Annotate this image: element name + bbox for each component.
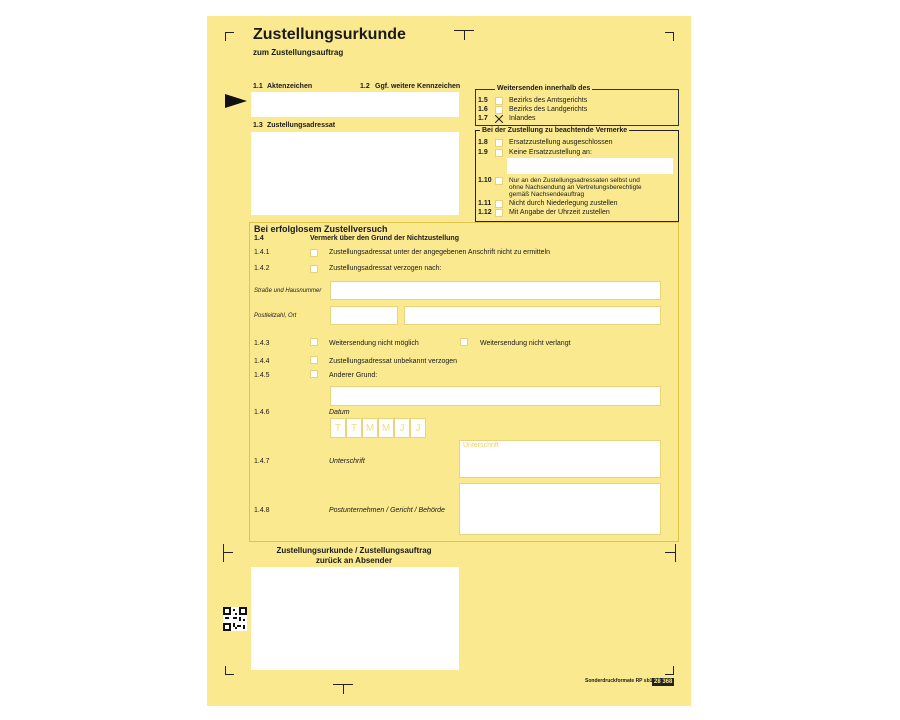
ersatzzustellung-field[interactable] (507, 158, 673, 174)
date-box-row (330, 418, 426, 438)
label-1-4-3-a: Weitersendung nicht möglich (329, 340, 419, 347)
label-strasse: Straße und Hausnummer (254, 288, 322, 294)
checkbox-1-10[interactable] (495, 177, 503, 185)
num-1-4-6: 1.4.6 (254, 409, 270, 416)
num-1-1: 1.1 (253, 83, 263, 90)
num-1-4: 1.4 (254, 235, 264, 242)
checkbox-1-11[interactable] (495, 200, 503, 208)
num-1-4-5: 1.4.5 (254, 372, 270, 379)
label-1-4-5: Anderer Grund: (329, 372, 378, 379)
form-sheet (207, 16, 691, 706)
crop-mark-mid-left-stem (223, 552, 233, 553)
num-1-9: 1.9 (478, 149, 488, 156)
label-1-5: Bezirks des Amtsgerichts (509, 97, 588, 104)
label-kennzeichen: Ggf. weitere Kennzeichen (375, 83, 461, 90)
checkbox-1-4-3-b[interactable] (460, 338, 468, 346)
label-postunternehmen: Postunternehmen / Gericht / Behörde (329, 507, 445, 514)
date-box-j1[interactable]: J (394, 418, 410, 438)
qr-code-icon (223, 607, 247, 631)
form-subtitle: zum Zustellungsauftrag (253, 48, 344, 57)
anderer-grund-field[interactable] (330, 386, 661, 406)
absender-address-field[interactable] (251, 567, 459, 670)
label-datum: Datum (329, 409, 350, 416)
num-1-3: 1.3 (253, 122, 263, 129)
date-box-t2[interactable]: T (346, 418, 362, 438)
footer-code: 28 368 (654, 679, 673, 685)
date-box-m1[interactable]: M (362, 418, 378, 438)
num-1-4-8: 1.4.8 (254, 507, 270, 514)
ort-field[interactable] (404, 306, 661, 325)
checkbox-1-4-4[interactable] (310, 356, 318, 364)
num-1-4-3: 1.4.3 (254, 340, 270, 347)
vermerke-title: Bei der Zustellung zu beachtende Vermerke (482, 127, 628, 134)
num-1-4-7: 1.4.7 (254, 458, 270, 465)
date-box-m2[interactable]: M (378, 418, 394, 438)
footer-publisher: Sonderdruckformate RP sb1 (585, 678, 653, 684)
num-1-2: 1.2 (360, 83, 370, 90)
checkbox-1-4-3-a[interactable] (310, 338, 318, 346)
num-1-6: 1.6 (478, 106, 488, 113)
strasse-field[interactable] (330, 281, 661, 300)
crop-mark-bottom-center-stem (343, 684, 344, 694)
checkbox-1-9[interactable] (495, 149, 503, 157)
crop-mark-mid-left (223, 544, 234, 562)
num-1-4-2: 1.4.2 (254, 265, 270, 272)
label-aktenzeichen: Aktenzeichen (267, 83, 313, 90)
checkbox-1-5[interactable] (495, 97, 503, 105)
label-1-9: Keine Ersatzzustellung an: (509, 149, 592, 156)
num-1-4-4: 1.4.4 (254, 358, 270, 365)
crop-mark-mid-right-stem (665, 552, 675, 553)
checked-cross-icon[interactable] (495, 115, 503, 123)
checkbox-1-4-1[interactable] (310, 249, 318, 257)
label-1-11: Nicht durch Niederlegung zustellen (509, 200, 618, 207)
checkbox-1-4-5[interactable] (310, 370, 318, 378)
label-1-10-c: gemäß Nachsendeauftrag (509, 191, 585, 198)
checkbox-1-6[interactable] (495, 106, 503, 114)
label-1-10-a: Nur an den Zustellungsadressaten selbst und (509, 177, 640, 184)
num-1-10: 1.10 (478, 177, 492, 184)
checkbox-1-12[interactable] (495, 209, 503, 217)
num-1-4-1: 1.4.1 (254, 249, 270, 256)
label-1-4-3-b: Weitersendung nicht verlangt (480, 340, 571, 347)
num-1-5: 1.5 (478, 97, 488, 104)
label-vermerk: Vermerk über den Grund der Nichtzustellung (310, 235, 459, 242)
num-1-7: 1.7 (478, 115, 488, 122)
label-1-6: Bezirks des Landgerichts (509, 106, 588, 113)
label-1-4-4: Zustellungsadressat unbekannt verzogen (329, 358, 458, 365)
postunternehmen-field[interactable] (459, 483, 661, 535)
form-title: Zustellungsurkunde (253, 26, 406, 43)
crop-mark-top-center-stem (464, 30, 465, 40)
pointer-arrow-icon (225, 94, 247, 108)
checkbox-1-8[interactable] (495, 139, 503, 147)
label-1-8: Ersatzzustellung ausgeschlossen (509, 139, 613, 146)
ruecksendung-line2: zurück an Absender (315, 556, 393, 565)
num-1-12: 1.12 (478, 209, 492, 216)
label-plz: Postleitzahl, Ort (254, 313, 297, 319)
checkbox-1-4-2[interactable] (310, 265, 318, 273)
aktenzeichen-field[interactable] (251, 92, 459, 117)
weitersenden-title: Weitersenden innerhalb des (497, 85, 591, 92)
label-1-4-1: Zustellungsadressat unter der angegebenen Anschrift nicht zu ermitteln (329, 249, 551, 256)
label-1-12: Mit Angabe der Uhrzeit zustellen (509, 209, 610, 216)
crop-mark-bottom-right (665, 666, 674, 675)
crop-mark-top-left (225, 32, 234, 41)
zustellungsadressat-field[interactable] (251, 132, 459, 215)
label-zustellungsadressat: Zustellungsadressat (267, 122, 336, 129)
date-box-t1[interactable]: T (330, 418, 346, 438)
label-unterschrift: Unterschrift (329, 458, 365, 465)
date-box-j2[interactable]: J (410, 418, 426, 438)
label-1-4-2: Zustellungsadressat verzogen nach: (329, 265, 442, 272)
crop-mark-bottom-left (225, 666, 234, 675)
crop-mark-top-right (665, 32, 674, 41)
plz-field[interactable] (330, 306, 398, 325)
label-1-10-b: ohne Nachsendung an Vertretungsberechtigte (509, 184, 642, 191)
crop-mark-mid-right (665, 544, 676, 562)
label-1-7: Inlandes (509, 115, 536, 122)
unterschrift-watermark: Unterschrift (463, 442, 499, 449)
erfolglos-title: Bei erfolglosem Zustellversuch (254, 224, 388, 234)
ruecksendung-line1: Zustellungsurkunde / Zustellungsauftrag (276, 546, 432, 555)
num-1-8: 1.8 (478, 139, 488, 146)
num-1-11: 1.11 (478, 200, 492, 207)
